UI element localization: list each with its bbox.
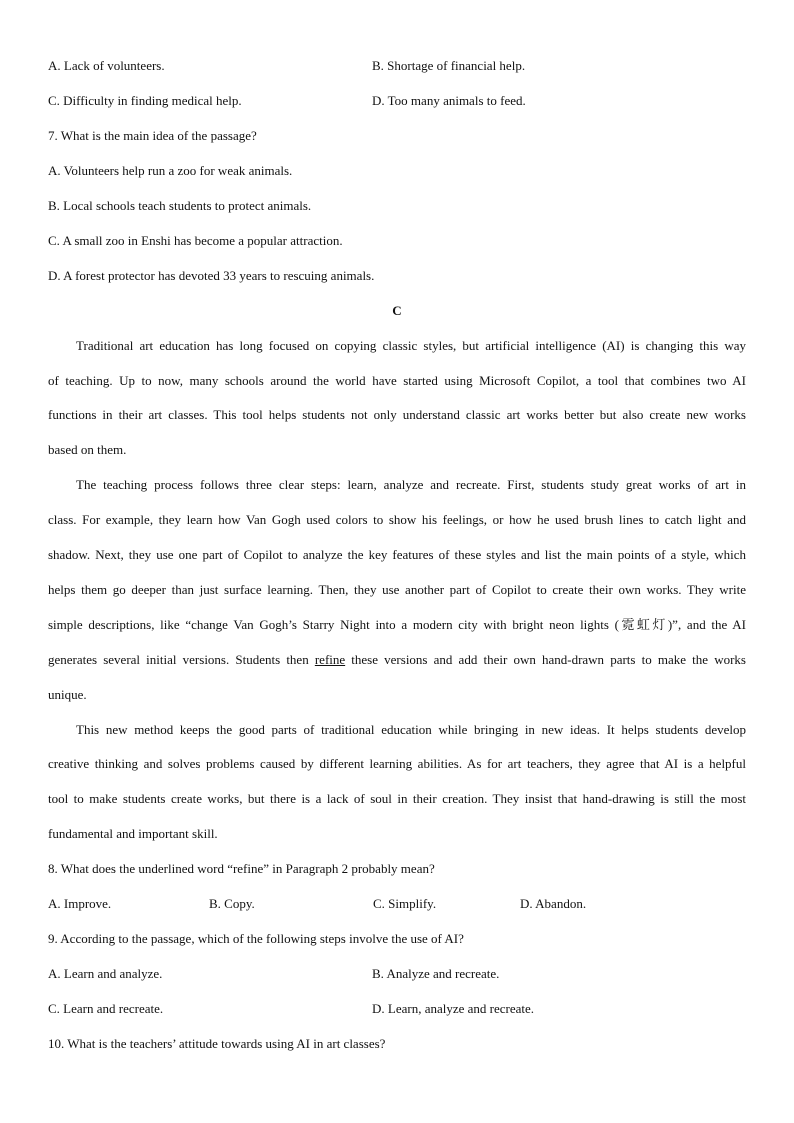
q7-option-c: C. A small zoo in Enshi has become a popular attraction. xyxy=(48,233,343,248)
q7-option-a: A. Volunteers help run a zoo for weak animals. xyxy=(48,163,293,178)
q9-option-a: A. Learn and analyze. xyxy=(48,966,163,981)
p2-line: helps them go deeper than just surface learning. Then, they use another part of Copilot to create their own works. They write xyxy=(48,582,746,597)
q8-option-a: A. Improve. xyxy=(48,896,112,911)
q6-option-d: D. Too many animals to feed. xyxy=(372,93,526,108)
q7-stem: 7. What is the main idea of the passage? xyxy=(48,128,257,143)
p2-line: shadow. Next, they use one part of Copilot to analyze the key features of these styles and list the main points of a style, which xyxy=(48,547,746,562)
p2-text-after: these versions and add their own hand-drawn parts to make the works xyxy=(345,652,746,667)
q6-option-a: A. Lack of volunteers. xyxy=(48,58,165,73)
underlined-word-refine: refine xyxy=(314,652,346,667)
q8-stem: 8. What does the underlined word “refine” in Paragraph 2 probably mean? xyxy=(48,861,435,876)
p2-line-with-underlined-word xyxy=(48,652,746,668)
p1-line: of teaching. Up to now, many schools around the world have started using Microsoft Copilot, a tool that combines two AI xyxy=(48,373,746,388)
p2-line: unique. xyxy=(48,687,87,702)
q6-option-c: C. Difficulty in finding medical help. xyxy=(48,93,242,108)
q9-option-c: C. Learn and recreate. xyxy=(48,1001,164,1016)
p3-line: fundamental and important skill. xyxy=(48,826,218,841)
p1-line: functions in their art classes. This tool helps students not only understand classic art works better but also create new works xyxy=(48,407,746,422)
q8-options-row xyxy=(48,896,746,912)
p2-line: The teaching process follows three clear steps: learn, analyze and recreate. First, students study great works of art in xyxy=(76,477,746,492)
q7-option-d: D. A forest protector has devoted 33 years to rescuing animals. xyxy=(48,268,375,283)
q6-option-b: B. Shortage of financial help. xyxy=(372,58,526,73)
q6-options-row-2 xyxy=(48,93,746,109)
p1-line: Traditional art education has long focused on copying classic styles, but artificial intelligence (AI) is changing this way xyxy=(76,338,746,353)
q8-option-b: B. Copy. xyxy=(209,896,255,911)
q9-stem: 9. According to the passage, which of the following steps involve the use of AI? xyxy=(48,931,464,946)
q6-options-row-1 xyxy=(48,58,746,74)
q9-option-d: D. Learn, analyze and recreate. xyxy=(372,1001,535,1016)
q9-options-row-1 xyxy=(48,966,746,982)
p3-line: creative thinking and solves problems caused by different learning abilities. As for art teachers, they agree that AI is a helpful xyxy=(48,756,746,771)
p2-line: class. For example, they learn how Van Gogh used colors to show his feelings, or how he used brush lines to catch light and xyxy=(48,512,746,527)
q9-options-row-2 xyxy=(48,1001,746,1017)
p2-text-before: generates several initial versions. Students then xyxy=(48,652,315,667)
q7-option-b: B. Local schools teach students to protect animals. xyxy=(48,198,312,213)
p2-line: simple descriptions, like “change Van Gogh’s Starry Night into a modern city with bright neon lights (霓虹灯)”, and the AI xyxy=(48,617,746,632)
p3-line: This new method keeps the good parts of traditional education while bringing in new ideas. It helps students develop xyxy=(76,722,746,737)
q8-option-c: C. Simplify. xyxy=(373,896,437,911)
p3-line: tool to make students create works, but there is a lack of soul in their creation. They insist that hand-drawing is still the most xyxy=(48,791,746,806)
q10-stem: 10. What is the teachers’ attitude towards using AI in art classes? xyxy=(48,1036,386,1051)
p1-line: based on them. xyxy=(48,442,127,457)
section-heading: C xyxy=(392,303,402,318)
q8-option-d: D. Abandon. xyxy=(520,896,587,911)
q9-option-b: B. Analyze and recreate. xyxy=(372,966,500,981)
